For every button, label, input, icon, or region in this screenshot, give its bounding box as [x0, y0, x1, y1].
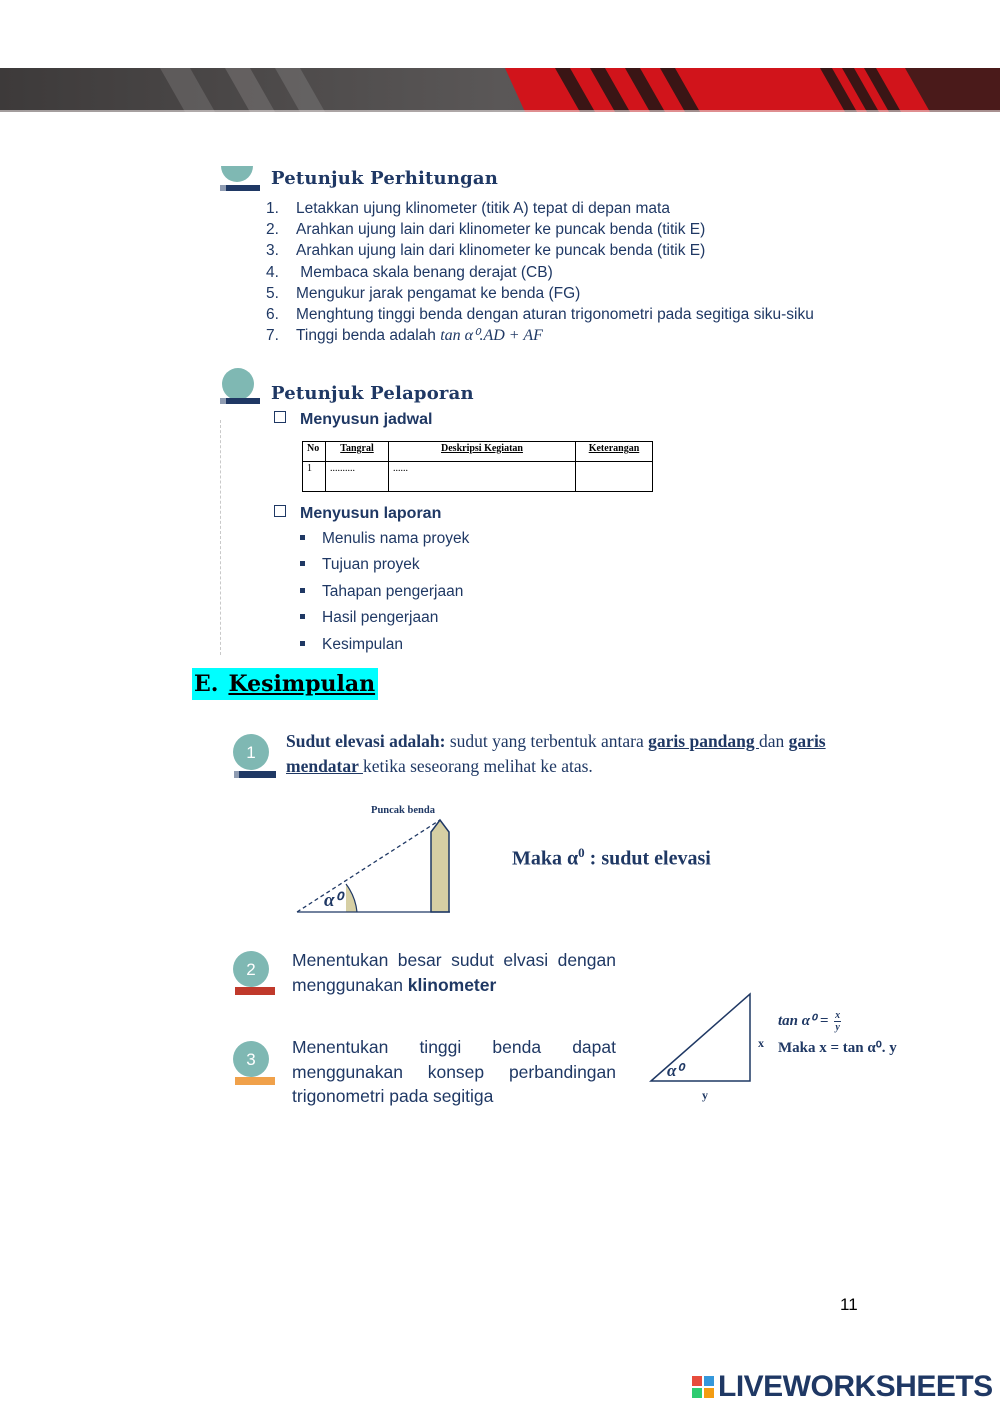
checkbox-icon	[274, 505, 286, 517]
table-header: Tangral	[326, 442, 389, 462]
divider	[220, 420, 221, 655]
height-conclusion-formula: Maka x = tan α⁰. y	[778, 1040, 897, 1056]
page-number: 11	[840, 1295, 858, 1314]
list-item: 1. Letakkan ujung klinometer (titik A) tepat di depan mata	[266, 200, 670, 217]
elevation-definition: Sudut elevasi adalah: sudut yang terbentuk antara garis pandang dan garis mendatar ketika seseorang melihat ke atas.	[286, 731, 826, 776]
svg-text:α⁰: α⁰	[667, 1061, 684, 1080]
list-item: 7. Tinggi benda adalah tan α⁰.AD + AF	[266, 327, 543, 345]
point-2-text: Menentukan besar sudut elvasi dengan menggunakan klinometer	[292, 950, 616, 995]
table-header-row	[303, 442, 653, 462]
section-title-perhitungan: Petunjuk Perhitungan	[271, 168, 499, 189]
list-item: Tahapan pengerjaan	[300, 581, 469, 607]
height-formula: tan α⁰.AD + AF	[440, 327, 543, 345]
section-heading-kesimpulan: E. Kesimpulan	[192, 668, 378, 700]
list-item: 5. Mengukur jarak pengamat ke benda (FG)	[266, 284, 581, 302]
list-item: Tujuan proyek	[300, 554, 469, 580]
checklist-laporan: Menyusun laporan	[274, 505, 441, 523]
header-banner	[0, 68, 1000, 112]
svg-text:1: 1	[246, 743, 256, 762]
table-header: Keterangan	[576, 442, 653, 462]
list-item: Menulis nama proyek	[300, 528, 469, 554]
list-item: 3. Arahkan ujung lain dari klinometer ke puncak benda (titik E)	[266, 242, 706, 260]
number-badge-3	[232, 1040, 278, 1090]
elevation-conclusion: Maka $\alpha^0$ : sudut elevasi	[512, 845, 711, 870]
checklist-jadwal: Menyusun jadwal	[274, 411, 432, 429]
liveworksheets-logo-icon	[692, 1376, 714, 1398]
svg-text:α⁰: α⁰	[324, 890, 343, 911]
table-row	[303, 462, 653, 492]
svg-text:Puncak benda: Puncak benda	[371, 805, 435, 816]
tan-formula: tan α⁰ = $\frac{x}{y}$	[778, 1010, 841, 1033]
list-item: Kesimpulan	[300, 634, 469, 660]
number-badge-1	[232, 732, 278, 782]
table-header: Deskripsi Kegiatan	[389, 442, 576, 462]
schedule-table	[302, 441, 653, 492]
checkbox-icon	[274, 411, 286, 423]
list-item: 4. Membaca skala benang derajat (CB)	[266, 263, 553, 281]
number-badge-2	[232, 950, 278, 1000]
list-item: 6. Menghtung tinggi benda dengan aturan trigonometri pada segitiga siku-siku	[266, 305, 814, 323]
report-items	[300, 528, 469, 660]
svg-text:3: 3	[246, 1050, 256, 1069]
list-item: Hasil pengerjaan	[300, 607, 469, 633]
svg-text:x: x	[758, 1036, 764, 1050]
elevation-diagram	[290, 800, 470, 918]
table-cell: ..........	[326, 462, 389, 492]
section-title-pelaporan: Petunjuk Pelaporan	[271, 383, 474, 404]
trig-triangle-diagram	[645, 990, 775, 1105]
list-item: 2. Arahkan ujung lain dari klinometer ke puncak benda (titik E)	[266, 221, 706, 239]
point-3-text: Menentukan tinggi benda dapat menggunakan konsep perbandingan trigonometri pada segitiga	[292, 1037, 616, 1106]
table-cell: ......	[389, 462, 576, 492]
table-cell: 1	[303, 462, 326, 492]
liveworksheets-logo: LIVEWORKSHEETS	[692, 1370, 993, 1404]
book-icon	[218, 368, 262, 408]
table-cell	[576, 462, 653, 492]
svg-text:y: y	[702, 1088, 708, 1102]
book-icon	[218, 163, 262, 193]
calculation-steps	[266, 198, 814, 346]
table-header: No	[303, 442, 326, 462]
svg-text:2: 2	[246, 960, 256, 979]
